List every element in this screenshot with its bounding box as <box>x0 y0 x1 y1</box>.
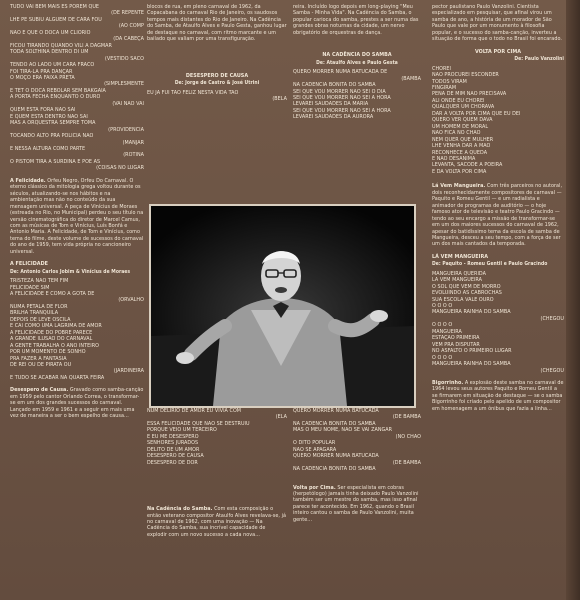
lyric-line: E NÃO DESANIMA <box>432 155 476 162</box>
paragraph-lead: A Felicidade. <box>10 177 46 184</box>
lyric-line: MANGUEIRA RAINHA DO SAMBA <box>432 309 511 316</box>
lyric-line: (NO CHÃO <box>395 433 421 440</box>
lyric-block-1 <box>432 66 564 176</box>
lyric-line: NA CADÊNCIA BONITA DO SAMBA <box>293 420 376 427</box>
lyric-line: A PORTA FECHA ENQUANTO O DURO <box>10 94 101 101</box>
lyric-line: PORQUE VEIO UM TERCEIRO <box>147 427 217 434</box>
lyric-line: NUMA PÉTALA DE FLOR <box>10 303 68 310</box>
song-credit: De: Antonio Carlos Jobim & Vinícius de Moraes <box>10 268 131 275</box>
lyric-line: NÃO SE APAGARÁ <box>293 446 337 453</box>
lyric-line: (AO COMP <box>118 23 144 30</box>
lyric-line: (DE BAMBA <box>392 414 421 421</box>
song-credit: De: Ataulfo Alves e Paulo Gesta <box>316 59 398 66</box>
lyric-block-b <box>147 408 287 466</box>
lyric-line: TOCANDO ALTO PRA POLÍCIA NÃO <box>10 133 94 140</box>
lyric-line: NEM QUER QUE MULHER <box>432 136 494 143</box>
column-2-bottom <box>147 408 287 542</box>
lyric-line: (DA CABEÇA <box>113 36 144 43</box>
lyric-line: FINGIRAM <box>432 84 457 91</box>
lyric-line: E DÁ VOLTA POR CIMA <box>432 168 487 175</box>
column-1 <box>10 4 144 424</box>
lyric-line: (PROVIDENCIA <box>108 126 144 133</box>
paragraph-body: Com esta composição o então veterano compositor Ataulfo Alves revelava-se, já no carnaval de 1962, com uma inovação — Na Cadência do Samba, sua incrível capacidade de explodir com um novo sucesso a cada nova... <box>147 506 286 538</box>
lyric-line: MAS O MEU NOME, NÃO SE VAI ZANGAR <box>293 427 393 434</box>
lyric-line: NÃO FICA NO CHÃO <box>432 130 481 137</box>
song-title: A FELICIDADE <box>10 261 49 268</box>
lyric-line: E TET O DOCA REBOLAR SEM BAKGAIA <box>10 87 106 94</box>
paragraph-body: A explosão deste samba no carnaval de 1964 levou seus autores Paquito e Romeu Gentil a se firmarem em situação de destaque — se o samba Bigorrinho foi criado pelo apelido de um compositor em homenagem a um ônibus que fazia a linha... <box>432 380 564 412</box>
paragraph-top: reira. Incluído logo depois em long-playing "Meu Samba - Minha Vida". Na Cadência do Samba, o popular carioca do samba, prestes a ser numa das grandes obras noturnas da cidade, um nervo obrigatório de orquestras de dança. <box>293 4 419 36</box>
lyric-line: (VAI NÃO VAI <box>112 100 144 107</box>
lyric-line: E EU ME DESESPERO <box>147 433 199 440</box>
lyric-line: SEI QUE VOU MORRER NÃO SEI O DIA <box>293 88 386 95</box>
lyric-block-2 <box>10 278 144 381</box>
paragraph-top: pector paulistano Paulo Vanzolini. Cientista especializado em pesquisar, que afinal virou um samba de ano, a história de um morador de São Paulo que vale por um monumento à filosofia popular, e o sucesso do samba-canção, inverteu a situação de forma que o todo no Brasil foi encarado. <box>432 4 562 43</box>
lyric-line: A FELICIDADE É COMO A GOTA DE <box>10 291 95 298</box>
lyric-line: SEI QUE VOU MORRER NÃO SEI A HORA <box>293 107 391 114</box>
lyric-line: TRISTEZA NÃO TEM FIM <box>10 278 69 285</box>
lyric-line: SUA ESCOLA VALE OURO <box>432 296 494 303</box>
lyric-line: Ô Ô Ô Ô <box>432 303 453 310</box>
lyric-line: QUERO MORRER NUMA BATUCADA <box>293 408 379 414</box>
lyric-block-2 <box>432 271 564 374</box>
lyric-line: A GENTE TRABALHA O ANO INTEIRO <box>10 342 99 349</box>
lyric-line: EU JÁ FUI TÃO FELIZ NESTA VIDA TÃO <box>147 89 239 96</box>
lyric-line: MANGUEIRA RAINHA DO SAMBA <box>432 361 511 368</box>
column-2 <box>147 4 287 103</box>
lyric-line: (SIMPLESMENTE <box>104 81 144 88</box>
song-credit: De: Paquito - Romeu Gentil e Paulo Gracindo <box>432 261 548 268</box>
lyric-line: (CHEGOU <box>540 367 564 374</box>
lyric-line: NA CADÊNCIA BONITA DO SAMBA <box>293 466 376 473</box>
lyric-line: DAR A VOLTA POR CIMA QUE EU DEI <box>432 110 521 117</box>
paragraph-felicidade <box>10 178 144 255</box>
lyric-line: TODA SOLTHINA DENTRO DI UM <box>10 49 89 56</box>
lyric-line: NÃO É QUE O DOCA UM CLIORIO <box>10 29 91 36</box>
lyric-line: TODOS VIRAM <box>432 78 467 85</box>
paragraph-lead: Lá Vem Mangueira. <box>432 183 486 190</box>
lyric-line: O PISTOM TIRA A SURDINA E PÕE AS <box>10 158 101 165</box>
lyric-line: FELICIDADE SIM <box>10 284 50 291</box>
lyric-line: E NESSA ALTURA COMO PARTE <box>10 145 86 152</box>
lyric-block-b <box>293 408 421 473</box>
lyric-line: SENHORES JURADOS <box>147 440 199 447</box>
lyric-line: DESESPERO DE CAUSA <box>147 453 204 460</box>
paragraph-volta <box>293 485 421 524</box>
paragraph-lead: Volta por Cima. <box>293 484 336 491</box>
lyric-line: QUERO VER QUEM DAVA <box>432 117 493 124</box>
lyric-line: QUALQUER UM CHORAVA <box>432 104 495 111</box>
song-title: LÁ VEM MANGUEIRA <box>432 253 489 260</box>
column-3-bottom <box>293 408 421 527</box>
song-title: VOLTA POR CIMA <box>474 48 522 55</box>
lyric-block-a <box>293 69 421 121</box>
lyric-line: (CHEGOU <box>540 315 564 322</box>
column-4 <box>432 4 564 416</box>
lyric-line: O MOÇO ERA FAIXA PRETA <box>10 74 75 81</box>
paragraph-lead: Bigorrinho. <box>432 380 464 387</box>
paragraph-desespero <box>10 387 144 419</box>
lyric-line: Ô Ô Ô Ô <box>432 322 453 329</box>
lyric-line: A GRANDE ILUSÃO DO CARNAVAL <box>10 336 93 343</box>
lyric-line: DESESPERO DE DOR <box>147 459 198 466</box>
lyric-line: CHOREI <box>432 65 452 72</box>
lyric-line: (DE BAMBA <box>392 459 421 466</box>
song-title: NA CADÊNCIA DO SAMBA <box>322 52 392 59</box>
lyric-line: (ROTINA <box>123 152 144 159</box>
paragraph-mangueira <box>432 183 564 248</box>
lyric-line: NO ASFALTO O PRIMEIRO LUGAR <box>432 348 512 355</box>
lyric-line: PENA DE MIM NÃO PRECISAVA <box>432 91 507 98</box>
paragraph-lead: Na Cadência do Samba. <box>147 506 213 513</box>
lyric-line: LHE PE SUBIU ALGUÉM DE CARA FOU <box>10 16 102 23</box>
lyric-line: SEI QUE VOU MORRER NÃO SEI A HORA <box>293 94 391 101</box>
lyric-line: O SOL QUE VEM DE MORRO <box>432 283 501 290</box>
lyric-line: Ô Ô Ô Ô <box>432 354 453 361</box>
lyric-line: MANGUEIRA QUERIDA <box>432 270 486 277</box>
paragraph-lead: Desespero de Causa. <box>10 387 69 394</box>
paragraph-body: Ser especialista em cobras (herpetólogo) jamais tinha deixado Paulo Vanzolini também ser um mestre do samba, mas isso afinal parece ter acontecido. Em 1962, quando o Brasil inteiro cantou o samba de Paulo Vanzolini, muita gente... <box>293 484 419 523</box>
lyric-line: VEM PRA DISPUTAR <box>432 341 480 348</box>
lyric-line: (ORVALHO <box>118 297 144 304</box>
lyric-line: NÃO PROCUREI ESCONDER <box>432 72 499 79</box>
lyric-line: QUERO MORRER NUMA BATUCADA DE <box>293 69 388 76</box>
lyric-line: LEVANTA, SACODE A POEIRA <box>432 162 503 169</box>
lyric-line: PRA FAZER A FANTASIA <box>10 355 67 362</box>
lyric-line: (JARDINEIRA <box>113 368 144 375</box>
lyric-line: (MANJAR <box>122 139 144 146</box>
lyric-block-1 <box>10 4 144 172</box>
lyric-line: MAS A ORQUESTRA SEMPRE TOMA <box>10 120 96 127</box>
lyric-line: A FELICIDADE DO POBRE PARECE <box>10 329 93 336</box>
lyric-line: TUDO VAI BEM MAIS ÉS PORÉM QUE <box>10 4 100 10</box>
page-edge <box>566 0 580 600</box>
paragraph-body: Orfeu Negro, Orfeu Do Carnaval. O eterno clássico da mitologia grega voltou durante os séculos, atualizando-se nos hábitos e na ambientação mas não no conteúdo da sua mensagem universal. A peça de Vinícius de Moraes (estreada no Rio, no Municipal) perdeu o seu título na versão cinematográfica do diretor de Marcel Camus, com as músicas de Tom e Vinícius, Luís Bonfá e Antonio Maria. A Felicidade, de Tom e Vinícius, como tema do filme, deste volume de sucessos do carnaval do ano de 1959, tem vida própria no cancioneiro universal. <box>10 177 144 255</box>
singer-photo <box>149 204 416 408</box>
lyric-line: LEVAREI SAUDADES DA AURORA <box>293 114 374 121</box>
lyric-line: QUEM ESTA FORA NÃO SAI <box>10 107 76 114</box>
lyric-line: (DE REPENTE <box>111 10 144 17</box>
lyric-line: ESSA FELICIDADE QUE NÃO SE DESTRUIU <box>147 420 250 427</box>
lyric-line: QUERO MORRER NUMA BATUCADA <box>293 453 379 460</box>
lyric-block-a <box>147 90 287 103</box>
lyric-line: O DITO POPULAR <box>293 440 336 447</box>
lyric-line: DELITO DE UM AMOR <box>147 446 200 453</box>
lyric-line: EVOLUINDO AS CABROCHAS <box>432 290 502 297</box>
lyric-line: FOI TIRA-LA PRA DANÇAR <box>10 68 73 75</box>
lyric-line: (BELA <box>272 96 287 103</box>
lyric-line: LÁ VEM MANGUEIRA <box>432 277 482 284</box>
paragraph-cadencia <box>147 506 287 538</box>
lyric-line: POR UM MOMENTO DE SONHO <box>10 349 86 356</box>
lyric-line: MANGUEIRA <box>432 328 462 335</box>
lyric-line: ALI ONDE EU CHOREI <box>432 97 485 104</box>
lyric-line: E QUEM ESTA DENTRO NÃO SAI <box>10 113 88 120</box>
lyric-line: DE REI OU DE PIRATA OU <box>10 362 72 369</box>
lyric-line: (BAMBA <box>401 75 421 82</box>
song-credit: De: Jorge de Castro & José Utrini <box>174 80 260 87</box>
lyric-line: (COISAS NO LUGAR <box>96 165 144 172</box>
lyric-line: FICOU TIRANDO QUANDO VILI A DAGMAR <box>10 42 112 49</box>
paragraph-bigorrinho <box>432 380 564 412</box>
lyric-line: LHE VENHA DAR A MÃO <box>432 143 491 150</box>
lyric-line: (VESTIDO SACO <box>104 55 144 62</box>
lyric-line: DEPOIS DE LEVE OSCILA <box>10 316 71 323</box>
lyric-line: NA CADÊNCIA BONITA DO SAMBA <box>293 82 376 89</box>
paragraph-body: Gravado como samba-canção em 1959 pelo cantor Orlando Correa, o transformar-se em um dos grandes sucessos do carnaval. Lançado em 1959 e 1961 e a seguir em mais uma vez de maneira a ser o bem espelho de causa... <box>10 387 144 420</box>
lyric-line: BRILHA TRANQUILA <box>10 310 59 317</box>
singer-photo-illustration <box>151 206 414 406</box>
column-3 <box>293 4 421 121</box>
lyric-line: E TUDO SE ACABAR NA QUARTA FEIRA <box>10 374 105 381</box>
lyric-line: RECONHECE A QUEDA <box>432 149 488 156</box>
paragraph-body: Com três parceiros no autoral, dois reconhecidamente compositores de carnaval — Paquito e Romeu Gentil — e um radialista e animador de programas de auditório — o hoje famoso ator de televisão e teatro Paulo Gracindo — tendo ao seu encargo a missão de transformar-se em um dos maiores sucessos do carnaval de 1962, apesar do batidíssimo tema da escola de samba de Mangueira, desceu a seu tempo, com a força de ser um dos mais cantados da temporada. <box>432 183 563 248</box>
song-title: DESESPERO DE CAUSA <box>185 72 249 79</box>
lyric-line: (ELA <box>275 414 287 421</box>
lyric-line: ESTAÇÃO PRIMEIRA <box>432 335 480 342</box>
lyric-line: UM HOMEM DE MORAL <box>432 123 489 130</box>
lyric-line: TENDO AO LADO UM CARA FRACO <box>10 62 95 69</box>
lyric-line: LEVAREI SAUDADES DA MARIA <box>293 101 369 108</box>
lyric-line: NUM DELÍRIO DE AMOR EU VIVIA COM <box>147 408 242 414</box>
lyric-line: E CAI COMO UMA LÁGRIMA DE AMOR <box>10 323 102 330</box>
song-credit: De: Paulo Vanzolini <box>514 56 564 63</box>
paragraph-top: blocos de rua, em pleno carnaval de 1962, da Copacabana do carnaval Rio de Janeiro, os saudosos tempos mais distantes do Rio de Janeiro. Na Cadência do Samba, de Ataulfo Alves e Paulo Gesta, ganhou lugar de destaque no carnaval, com ritmo marcante e um bailado que valiam por uma transfiguração. <box>147 4 287 43</box>
